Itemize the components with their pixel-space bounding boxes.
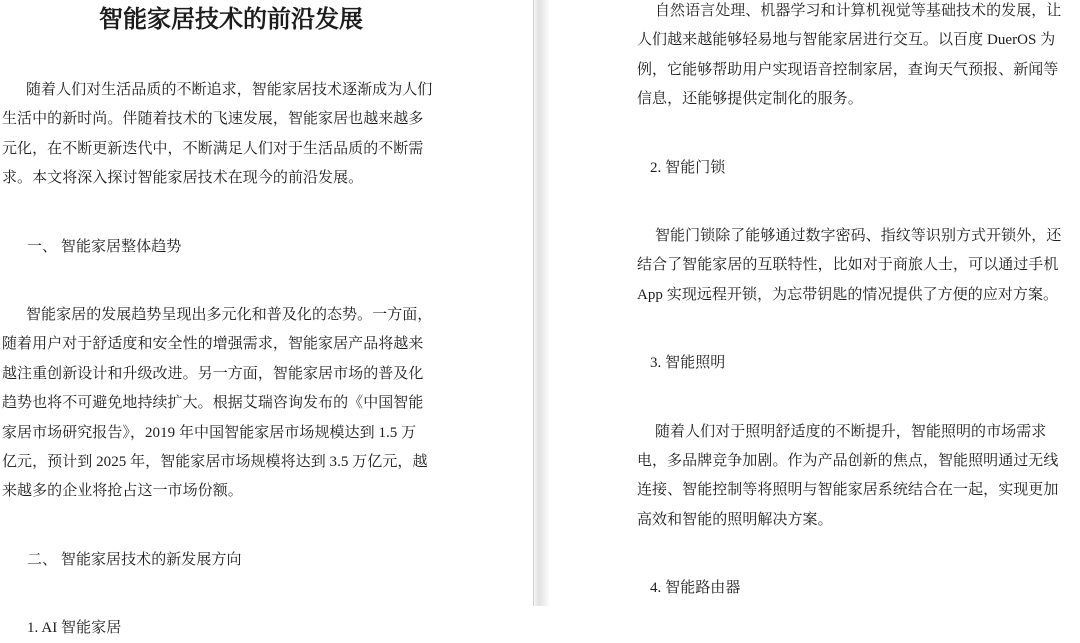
text-line[interactable]: 家居市场研究报告》，2019 年中国智能家居市场规模达到 1.5 万 [2,424,417,441]
document-title [20,3,442,37]
text-line[interactable]: 一、 智能家居整体趋势 [27,238,182,255]
section-heading [2,614,424,643]
text-line[interactable]: 元化，在不断更新迭代中，不断满足人们对于生活品质的不断需 [2,140,424,157]
section-heading [637,154,1066,183]
body-paragraph [637,222,1066,310]
text-line[interactable]: 智能家居技术的前沿发展 [99,7,363,33]
text-line[interactable]: 越注重创新设计和升级改进。另一方面，智能家居市场的普及化 [2,365,424,382]
text-line[interactable]: 例，它能够帮助用户实现语音控制家居，查询天气预报、新闻等 [637,61,1059,78]
section-heading [637,349,1066,378]
text-line[interactable]: 随着人们对于照明舒适度的不断提升，智能照明的市场需求 [655,423,1047,440]
text-line[interactable]: 自然语言处理、机器学习和计算机视觉等基础技术的发展，让 [655,3,1062,19]
text-line[interactable]: 趋势也将不可避免地持续扩大。根据艾瑞咨询发布的《中国智能 [2,395,424,412]
text-line[interactable]: 3. 智能照明 [650,355,726,372]
text-line[interactable]: 电，多品牌竞争加剧。作为产品创新的焦点，智能照明通过无线 [637,452,1059,469]
body-paragraph [637,418,1066,536]
body-paragraph [2,301,433,507]
document-page-1[interactable] [0,0,533,637]
text-line[interactable]: 2. 智能门锁 [650,159,726,176]
text-line[interactable]: 智能家居的发展趋势呈现出多元化和普及化的态势。一方面， [26,306,433,323]
text-line[interactable]: 高效和智能的照明解决方案。 [637,511,833,528]
text-line[interactable]: 结合了智能家居的互联特性，比如对于商旅人士，可以通过手机 [637,257,1059,274]
page-gutter [533,0,549,606]
body-paragraph [2,76,433,194]
section-heading [2,233,424,262]
page-1-text-column [2,3,433,643]
text-line[interactable]: 1. AI 智能家居 [27,620,122,637]
section-heading [637,574,1066,603]
text-line[interactable]: 来越多的企业将抢占这一市场份额。 [2,483,243,500]
text-line[interactable]: 智能门锁除了能够通过数字密码、指纹等识别方式开锁外，还 [655,227,1062,244]
page-2-text-column [637,0,1066,603]
text-line[interactable]: App 实现远程开锁，为忘带钥匙的情况提供了方便的应对方案。 [637,286,1059,303]
text-line[interactable]: 人们越来越能够轻易地与智能家居进行交互。以百度 DuerOS 为 [637,32,1056,49]
document-page-2[interactable] [549,0,1080,606]
text-line[interactable]: 二、 智能家居技术的新发展方向 [27,551,242,568]
text-line[interactable]: 求。本文将深入探讨智能家居技术在现今的前沿发展。 [2,170,364,187]
text-line[interactable]: 4. 智能路由器 [650,580,741,597]
body-paragraph [637,0,1066,115]
section-heading [2,546,424,575]
text-line[interactable]: 亿元，预计到 2025 年，智能家居市场规模将达到 3.5 万亿元，越 [2,453,428,470]
text-line[interactable]: 随着用户对于舒适度和安全性的增强需求，智能家居产品将越来 [2,336,424,353]
text-line[interactable]: 信息，还能够提供定制化的服务。 [637,91,863,108]
text-line[interactable]: 随着人们对生活品质的不断追求，智能家居技术逐渐成为人们 [26,82,433,98]
text-line[interactable]: 生活中的新时尚。伴随着技术的飞速发展，智能家居也越来越多 [2,111,424,128]
text-line[interactable]: 连接、智能控制等将照明与智能家居系统结合在一起，实现更加 [637,482,1059,499]
